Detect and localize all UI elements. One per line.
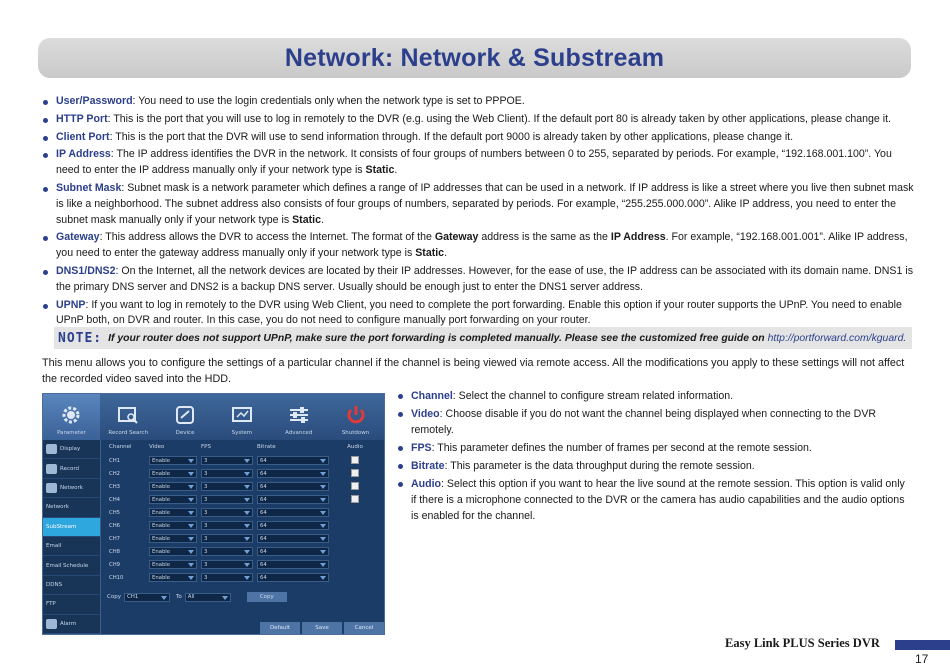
audio-cell xyxy=(335,456,375,466)
video-cell xyxy=(149,534,201,543)
separator: : xyxy=(132,95,136,107)
description: This address allows the DVR to access the Internet. The format of the xyxy=(102,231,435,244)
separator: : xyxy=(107,112,111,125)
list-item xyxy=(397,476,912,524)
list-item xyxy=(42,94,914,110)
term: Channel xyxy=(411,390,453,402)
system-icon xyxy=(230,404,254,426)
side-item-label: DDNS xyxy=(46,581,63,588)
channel-cell: CH9 xyxy=(109,561,121,568)
side-item-label: Email Schedule xyxy=(46,562,89,569)
fps-select: 3 xyxy=(201,573,253,582)
table-row xyxy=(103,493,385,506)
tab-label: Device xyxy=(175,430,195,436)
channel-cell: CH6 xyxy=(109,522,121,529)
channel-cell: CH3 xyxy=(109,483,121,490)
note-text: If your router does not support UPnP, make sure the port forwarding is completed manually. Please see the customized free guide on xyxy=(108,332,765,344)
audio-checkbox xyxy=(351,456,359,464)
punctuation: . xyxy=(444,247,448,260)
table-row xyxy=(103,480,385,493)
bitrate-cell xyxy=(257,495,335,504)
video-cell xyxy=(149,573,201,582)
side-item-email xyxy=(43,537,100,556)
video-cell xyxy=(149,469,201,478)
gear-icon xyxy=(59,404,83,426)
intro-paragraph: This menu allows you to configure the settings of a particular channel if the channel is being viewed via remote access. All the modifications you apply to these settings will not affect the recorded video saved into the HDD. xyxy=(42,357,905,385)
network-settings-list xyxy=(42,94,914,331)
fps-cell xyxy=(201,456,257,465)
save-button: Save xyxy=(302,622,342,634)
fps-cell xyxy=(201,508,257,517)
video-cell xyxy=(149,456,201,465)
list-item xyxy=(42,130,914,146)
tab-advanced xyxy=(270,394,327,440)
video-select: Enable xyxy=(149,573,197,582)
term: FPS xyxy=(411,442,432,454)
separator: : xyxy=(85,298,89,311)
punctuation: . xyxy=(320,213,324,226)
bitrate-select: 64 xyxy=(257,469,329,478)
fps-cell xyxy=(201,495,257,504)
channel-cell: CH5 xyxy=(109,509,121,516)
list-item xyxy=(42,147,914,179)
tab-device xyxy=(157,394,214,440)
term: User/Password xyxy=(56,95,133,107)
video-select: Enable xyxy=(149,560,197,569)
tab-record-search xyxy=(100,394,157,440)
page-number: 17 xyxy=(915,652,929,666)
side-item-display xyxy=(43,440,100,459)
table-row xyxy=(103,571,385,584)
film-search-icon xyxy=(116,404,140,426)
substream-settings-list xyxy=(397,388,912,526)
description: The IP address identifies the DVR in the network. It consists of four groups of numbers between 0 to 255, separated by periods. For example, “192.168.001.100”. You need to enter the IP address manually only if your network type is xyxy=(56,148,892,177)
description: : This parameter is the data throughput during the remote session. xyxy=(444,460,755,472)
bitrate-cell xyxy=(257,534,335,543)
header-channel: Channel xyxy=(109,444,132,450)
video-cell xyxy=(149,521,201,530)
video-select: Enable xyxy=(149,534,197,543)
description: This is the port that you will use to log in remotely to the DVR (e.g. using the Web Client). If the default port 80 is already taken by other applications, please change it. xyxy=(110,112,892,125)
bitrate-select: 64 xyxy=(257,560,329,569)
dvr-substream-screenshot xyxy=(42,393,385,635)
fps-select: 3 xyxy=(201,534,253,543)
audio-cell xyxy=(335,482,375,492)
bitrate-select: 64 xyxy=(257,508,329,517)
footer-accent-bar xyxy=(895,640,950,650)
copy-from-select: CH1 xyxy=(124,593,170,602)
fps-select: 3 xyxy=(201,495,253,504)
emphasis: Gateway xyxy=(434,231,479,244)
bitrate-cell xyxy=(257,521,335,530)
network-icon xyxy=(46,483,57,493)
header-audio: Audio xyxy=(347,444,363,450)
bitrate-cell xyxy=(257,508,335,517)
video-cell xyxy=(149,495,201,504)
fps-select: 3 xyxy=(201,560,253,569)
fps-select: 3 xyxy=(201,456,253,465)
bitrate-select: 64 xyxy=(257,521,329,530)
description: address is the same as the xyxy=(478,231,611,244)
side-item-ftp xyxy=(43,595,100,614)
table-row xyxy=(103,519,385,532)
sliders-icon xyxy=(287,404,311,426)
description: : This parameter defines the number of frames per second at the remote session. xyxy=(431,442,812,454)
table-row xyxy=(103,506,385,519)
tab-label: Advanced xyxy=(285,430,313,436)
description: : Choose disable if you do not want the channel being displayed when connecting to the DVR remotely. xyxy=(411,408,877,436)
channel-cell: CH2 xyxy=(109,470,121,477)
term: UPNP xyxy=(56,298,86,311)
video-select: Enable xyxy=(149,521,197,530)
side-item-label: SubStream xyxy=(46,523,77,530)
monitor-icon xyxy=(46,444,57,454)
description: Subnet mask is a network parameter which defines a range of IP addresses that can be used in a network. If IP address is like a street where you live then subnet mask is like a neighborhood. The subnet address also consists of four groups of numbers, separated by periods. For example, “255.255.000.000”. Alike IP address, you need to enter the subnet mask manually only if your network type is xyxy=(56,181,914,226)
bitrate-cell xyxy=(257,469,335,478)
table-row xyxy=(103,545,385,558)
fps-cell xyxy=(201,482,257,491)
copy-row xyxy=(107,592,287,602)
header-fps: FPS xyxy=(201,444,211,450)
video-select: Enable xyxy=(149,456,197,465)
tab-label: System xyxy=(231,430,253,436)
tab-label: Shutdown xyxy=(341,430,370,436)
term: Video xyxy=(411,408,440,420)
tab-parameter xyxy=(43,394,100,440)
table-body xyxy=(103,454,385,584)
term: Audio xyxy=(411,478,442,490)
fps-select: 3 xyxy=(201,469,253,478)
fps-select: 3 xyxy=(201,482,253,491)
description: This is the port that the DVR will use to send information through. If the default port 9000 is already taken by other applications, please change it. xyxy=(112,130,794,143)
video-select: Enable xyxy=(149,495,197,504)
term: DNS1/DNS2 xyxy=(56,264,116,277)
tab-shutdown xyxy=(327,394,384,440)
list-item xyxy=(42,298,914,330)
term: Client Port xyxy=(56,130,110,143)
description: . For example, “192.168.001.001”. Alike IP address, you need to enter the gateway address manually only if your network type is xyxy=(56,231,908,260)
side-item-network xyxy=(43,498,100,517)
side-item-ddns xyxy=(43,576,100,595)
video-cell xyxy=(149,547,201,556)
audio-cell xyxy=(335,495,375,505)
title-banner xyxy=(38,38,911,78)
description: : Select this option if you want to hear the live sound at the remote session. This option is valid only if there is a microphone connected to the DVR or the camera has audio capabilities and the audio options is enabled for the channel. xyxy=(411,478,905,522)
term: Bitrate xyxy=(411,460,445,472)
table-row xyxy=(103,467,385,480)
header-video: Video xyxy=(149,444,165,450)
fps-cell xyxy=(201,560,257,569)
separator: : xyxy=(99,231,103,244)
copy-to-select: All xyxy=(185,593,231,602)
separator: : xyxy=(115,264,119,277)
list-item xyxy=(397,440,912,456)
fps-cell xyxy=(201,547,257,556)
video-select: Enable xyxy=(149,547,197,556)
side-item-label: Network xyxy=(46,504,69,511)
description: : Select the channel to configure stream related information. xyxy=(452,390,734,402)
side-item-label: Network xyxy=(60,484,83,491)
fps-cell xyxy=(201,573,257,582)
emphasis: Static xyxy=(365,164,395,177)
channel-cell: CH1 xyxy=(109,457,121,464)
side-item-substream xyxy=(43,518,100,537)
default-button: Default xyxy=(260,622,300,634)
table-row xyxy=(103,532,385,545)
fps-select: 3 xyxy=(201,547,253,556)
channel-cell: CH7 xyxy=(109,535,121,542)
dvr-side-menu xyxy=(43,440,101,635)
video-select: Enable xyxy=(149,469,197,478)
audio-cell xyxy=(335,469,375,479)
audio-checkbox xyxy=(351,469,359,477)
description: If you want to log in remotely to the DVR using Web Client, you need to complete the port forwarding. Enable this option if your router supports the UPnP. You need to enable UPnP both, on DVR and router. In this case, you do not need to configure manually port forwarding on your router. xyxy=(56,298,902,327)
tab-label: Record Search xyxy=(108,430,149,436)
dvr-top-menu xyxy=(43,394,384,440)
bitrate-cell xyxy=(257,573,335,582)
video-select: Enable xyxy=(149,508,197,517)
copy-label: Copy xyxy=(107,594,121,600)
bitrate-cell xyxy=(257,560,335,569)
note-label: NOTE: xyxy=(58,330,103,346)
list-item xyxy=(397,388,912,404)
channel-cell: CH4 xyxy=(109,496,121,503)
audio-checkbox xyxy=(351,482,359,490)
side-item-label: Record xyxy=(60,465,80,472)
channel-cell: CH8 xyxy=(109,548,121,555)
channel-cell: CH10 xyxy=(109,574,124,581)
side-item-email-schedule xyxy=(43,556,100,575)
bitrate-select: 64 xyxy=(257,456,329,465)
tab-system xyxy=(213,394,270,440)
note-box xyxy=(54,327,912,349)
term: HTTP Port xyxy=(56,112,108,125)
video-select: Enable xyxy=(149,482,197,491)
side-item-label: FTP xyxy=(46,601,56,608)
alarm-icon xyxy=(46,619,57,629)
power-icon xyxy=(344,404,368,426)
bitrate-select: 64 xyxy=(257,573,329,582)
audio-checkbox xyxy=(351,495,359,503)
fps-select: 3 xyxy=(201,508,253,517)
emphasis: Static xyxy=(415,247,445,260)
side-item-alarm xyxy=(43,615,100,634)
tab-label: Parameter xyxy=(57,430,86,436)
side-item-record xyxy=(43,459,100,478)
separator: : xyxy=(109,130,113,143)
dvr-substream-table xyxy=(103,440,385,635)
portforward-link[interactable]: http://portforward.com/kguard. xyxy=(767,332,907,344)
header-bitrate: Bitrate xyxy=(257,444,276,450)
list-item xyxy=(42,112,914,128)
list-item xyxy=(42,181,914,228)
to-label: To xyxy=(175,594,182,600)
description: You need to use the login credentials only when the network type is set to PPPOE. xyxy=(135,95,525,107)
separator: : xyxy=(110,148,114,161)
separator: : xyxy=(121,181,125,194)
bitrate-select: 64 xyxy=(257,482,329,491)
fps-cell xyxy=(201,521,257,530)
record-icon xyxy=(46,464,57,474)
list-item xyxy=(397,458,912,474)
table-header xyxy=(103,440,385,454)
side-item-label: Email xyxy=(46,543,62,550)
bitrate-cell xyxy=(257,547,335,556)
cancel-button: Cancel xyxy=(344,622,384,634)
term: Gateway xyxy=(56,231,100,244)
side-item-network-group xyxy=(43,479,100,498)
table-row xyxy=(103,454,385,467)
bitrate-cell xyxy=(257,456,335,465)
list-item xyxy=(397,406,912,438)
copy-button: Copy xyxy=(247,592,287,602)
side-item-label: Display xyxy=(60,446,81,453)
video-cell xyxy=(149,482,201,491)
description: On the Internet, all the network devices are located by their IP addresses. However, for the ease of use, the IP address can be associated with its domain name. DNS1 is the primary DNS server and DNS2 is a backup DNS server. Usually should be enough just to enter the DNS1 server address. xyxy=(56,264,913,293)
list-item xyxy=(42,264,914,296)
bitrate-select: 64 xyxy=(257,547,329,556)
page-title: Network: Network & Substream xyxy=(284,43,665,72)
video-cell xyxy=(149,508,201,517)
emphasis: IP Address xyxy=(610,231,666,244)
term: IP Address xyxy=(56,148,111,161)
bitrate-select: 64 xyxy=(257,534,329,543)
device-icon xyxy=(173,404,197,426)
dvr-footer-buttons xyxy=(260,622,384,634)
fps-cell xyxy=(201,534,257,543)
emphasis: Static xyxy=(292,213,321,226)
footer-brand: Easy Link PLUS Series DVR xyxy=(725,636,880,650)
punctuation: . xyxy=(394,164,398,177)
list-item xyxy=(42,230,914,262)
bitrate-cell xyxy=(257,482,335,491)
bitrate-select: 64 xyxy=(257,495,329,504)
video-cell xyxy=(149,560,201,569)
fps-cell xyxy=(201,469,257,478)
table-row xyxy=(103,558,385,571)
fps-select: 3 xyxy=(201,521,253,530)
term: Subnet Mask xyxy=(56,181,122,194)
side-item-label: Alarm xyxy=(60,620,77,627)
